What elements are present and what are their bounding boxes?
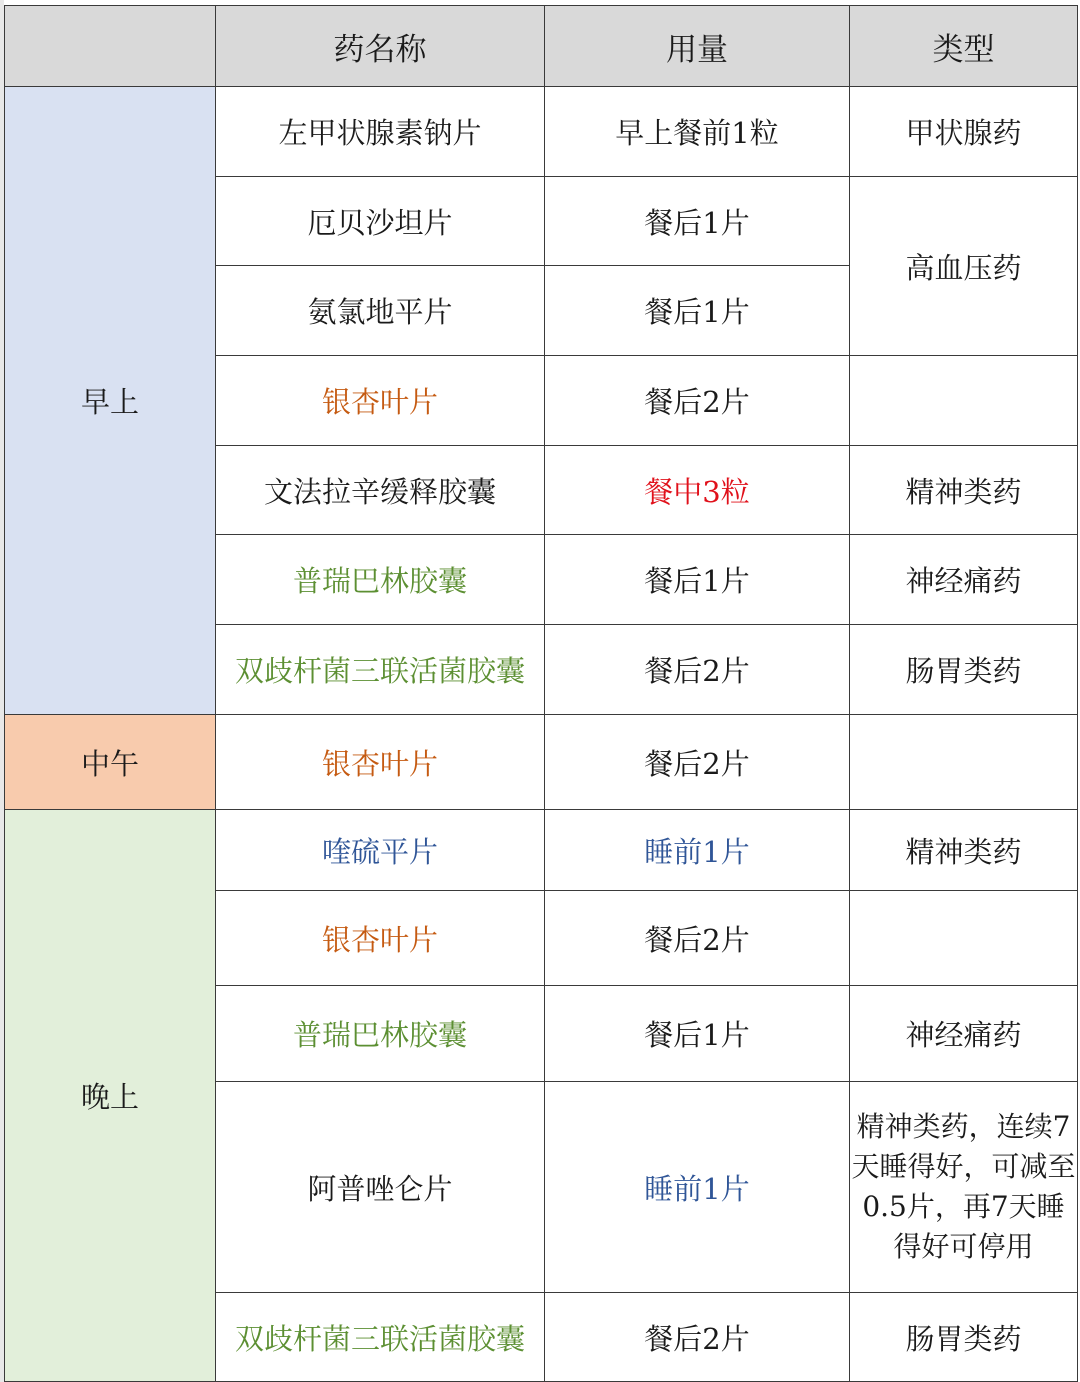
med-type xyxy=(850,356,1078,446)
med-type: 肠胃类药 xyxy=(850,1293,1078,1382)
med-name: 普瑞巴林胶囊 xyxy=(216,986,545,1082)
med-dose: 餐后2片 xyxy=(545,891,850,986)
med-dose: 餐后2片 xyxy=(545,625,850,715)
header-time xyxy=(5,6,216,87)
med-type: 精神类药 xyxy=(850,810,1078,891)
med-type: 精神类药 xyxy=(850,446,1078,535)
med-name: 双歧杆菌三联活菌胶囊 xyxy=(216,1293,545,1382)
med-dose: 早上餐前1粒 xyxy=(545,87,850,177)
med-name: 喹硫平片 xyxy=(216,810,545,891)
med-name: 氨氯地平片 xyxy=(216,266,545,356)
table-row xyxy=(5,715,1078,810)
med-name: 银杏叶片 xyxy=(216,715,545,810)
med-name: 阿普唑仑片 xyxy=(216,1082,545,1293)
med-dose: 餐中3粒 xyxy=(545,446,850,535)
med-type-note: 精神类药，连续7天睡得好，可减至0.5片，再7天睡得好可停用 xyxy=(850,1082,1078,1293)
group-noon: 中午 xyxy=(5,715,216,810)
med-type: 神经痛药 xyxy=(850,535,1078,625)
med-dose: 餐后1片 xyxy=(545,986,850,1082)
med-dose: 餐后1片 xyxy=(545,177,850,266)
med-type: 甲状腺药 xyxy=(850,87,1078,177)
header-dose: 用量 xyxy=(545,6,850,87)
med-dose: 餐后2片 xyxy=(545,1293,850,1382)
med-name: 普瑞巴林胶囊 xyxy=(216,535,545,625)
med-name: 银杏叶片 xyxy=(216,356,545,446)
med-name: 左甲状腺素钠片 xyxy=(216,87,545,177)
medication-schedule-table xyxy=(4,5,1078,1382)
group-morning: 早上 xyxy=(5,87,216,715)
table-row xyxy=(5,87,1078,177)
med-name: 文法拉辛缓释胶囊 xyxy=(216,446,545,535)
med-dose: 睡前1片 xyxy=(545,1082,850,1293)
med-type: 高血压药 xyxy=(850,177,1078,356)
med-name: 双歧杆菌三联活菌胶囊 xyxy=(216,625,545,715)
med-dose: 餐后1片 xyxy=(545,266,850,356)
med-type xyxy=(850,891,1078,986)
med-name: 银杏叶片 xyxy=(216,891,545,986)
med-type xyxy=(850,715,1078,810)
header-row xyxy=(5,6,1078,87)
med-dose: 餐后2片 xyxy=(545,356,850,446)
header-type: 类型 xyxy=(850,6,1078,87)
med-dose: 睡前1片 xyxy=(545,810,850,891)
header-name: 药名称 xyxy=(216,6,545,87)
table-row xyxy=(5,810,1078,891)
med-type: 肠胃类药 xyxy=(850,625,1078,715)
med-name: 厄贝沙坦片 xyxy=(216,177,545,266)
med-type: 神经痛药 xyxy=(850,986,1078,1082)
med-dose: 餐后2片 xyxy=(545,715,850,810)
group-evening: 晚上 xyxy=(5,810,216,1382)
med-dose: 餐后1片 xyxy=(545,535,850,625)
